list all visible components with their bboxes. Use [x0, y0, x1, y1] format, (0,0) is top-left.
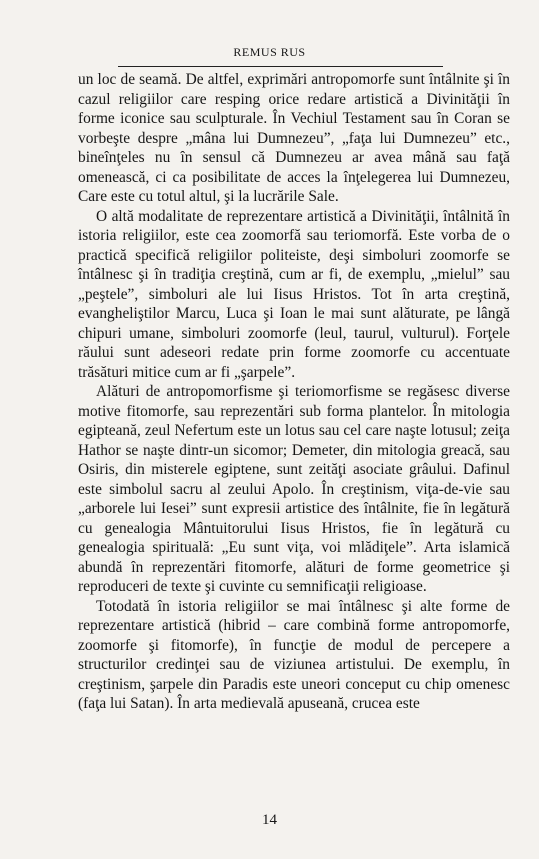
paragraph: O altă modalitate de reprezentare artistică a Divinităţii, întâlnită în istoria religiilor, este cea zoomorfă sau teriomorfă. Este vorba de o practică specifică religiilor politeiste, deşi simboluri zoomorfe se întâlnesc şi în tradiţia creştină, cum ar fi, de exemplu, „mielul” sau „peştele”, simboluri ale lui Iisus Hristos. Tot în arta creştină, evangheliştilor Marcu, Luca şi Ioan le mai sunt alăturate, pe lângă chipuri umane, simboluri zoomorfe (leul, taurul, vulturul). Forţele răului sunt adeseori redate prin forme zoomorfe cu accentuate trăsături mitice cum ar fi „şarpele”. — [78, 207, 510, 381]
paragraph: Alături de antropomorfisme şi teriomorfisme se regăsesc diverse motive fitomorfe, sau reprezentări sub forma plantelor. În mitologia egipteană, zeul Nefertum este un lotus sau cel care naşte lotusul; zeiţa Hathor se naşte dintr-un sicomor; Demeter, din mitologia greacă, sau Osiris, din misterele egiptene, sunt zeităţi asociate grâului. Dafinul este simbolul sacru al zeului Apolo. În creştinism, viţa-de-vie sau „arborele lui Iesei” sunt expresii artistice des întâlnite, fie în legătură cu genealogia Mântuitorului Iisus Hristos, fie în legătură cu genealogia spirituală: „Eu sunt viţa, voi mlădiţele”. Arta islamică abundă în reprezentări fitomorfe, alături de forme geometrice şi reproduceri de texte şi cuvinte cu semnificaţii religioase. — [78, 383, 510, 595]
paragraph: Totodată în istoria religiilor se mai întâlnesc şi alte forme de reprezentare artistică (hibrid – care combină forme antropomorfe, zoomorfe şi fitomorfe), în funcţie de modul de percepere a structurilor credinţei sau de viziunea artistului. De exemplu, în creştinism, şarpele din Paradis este uneori conceput cu chip omenesc (faţa lui Satan). În arta medievală apuseană, crucea este — [78, 597, 510, 712]
header-rule — [118, 66, 443, 67]
running-head: REMUS RUS — [233, 45, 306, 59]
body-text — [78, 70, 510, 714]
page-number: 14 — [262, 812, 277, 828]
paragraph: un loc de seamă. De altfel, exprimări antropomorfe sunt întâlnite şi în cazul religiilor care resping orice redare artistică a Divinităţii în forme iconice sau sculpturale. În Vechiul Testament sau în Coran se vorbeşte despre „mâna lui Dumnezeu”, „faţa lui Dumnezeu” etc., bineînţeles nu în sensul că Dumnezeu ar avea mână sau faţă omenească, ci ca posibilitate de acces la înţelegerea lui Dumnezeu, Care este cu totul altul, şi la lucrările Sale. — [78, 71, 510, 205]
